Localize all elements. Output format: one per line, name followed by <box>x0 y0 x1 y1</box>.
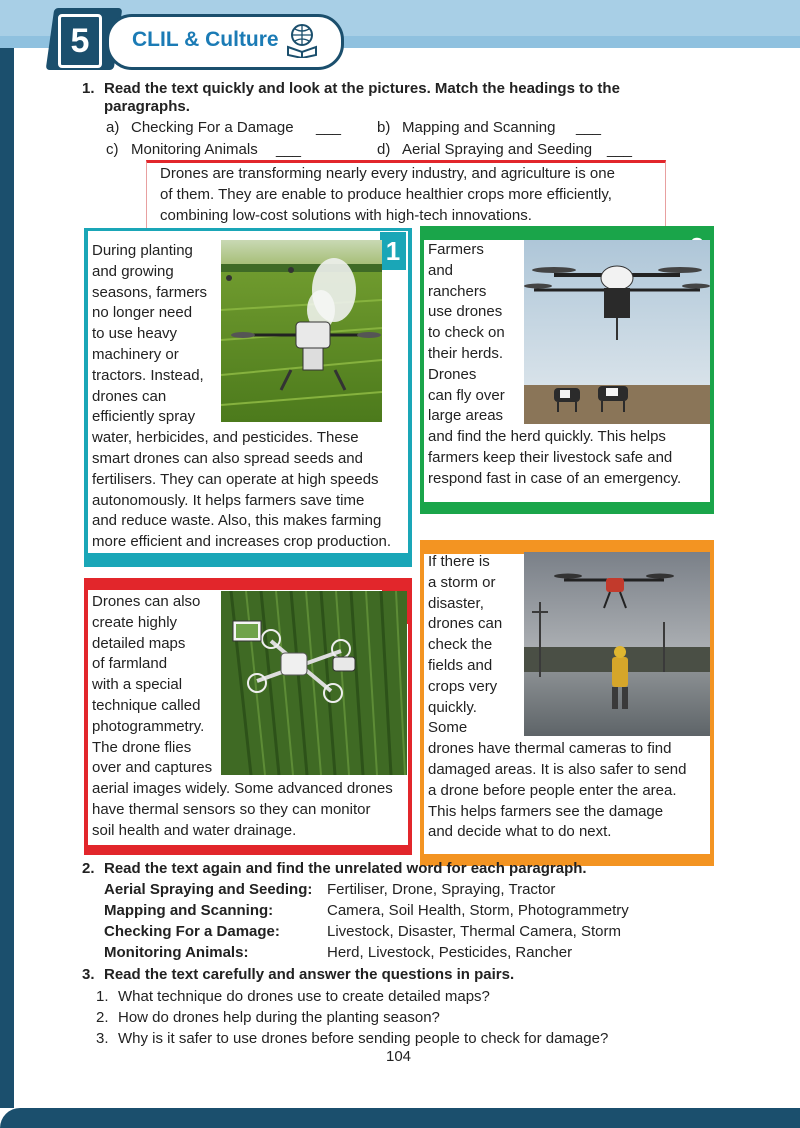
p2-line: large areas <box>428 407 504 425</box>
option-a-letter: a) <box>106 119 120 136</box>
p3-line: detailed maps <box>92 634 186 652</box>
q2-instruction: Read the text again and find the unrelated word for each paragraph. <box>104 860 587 877</box>
q1-number: 1. <box>82 80 95 97</box>
p4-line: Some <box>428 719 468 737</box>
p3-line: with a special <box>92 676 183 694</box>
p4-line: fields and <box>428 656 493 674</box>
p2-line: to check on <box>428 324 505 342</box>
section-title: CLIL & Culture <box>132 28 279 51</box>
paragraph-number-1: 1 <box>380 232 406 270</box>
unit-number: 5 <box>58 14 102 68</box>
option-b-blank[interactable]: ___ <box>576 119 602 136</box>
option-a-blank[interactable]: ___ <box>316 119 342 136</box>
option-b-letter: b) <box>377 119 391 136</box>
p2-line: Farmers <box>428 241 484 258</box>
q3-item-number: 3. <box>96 1030 109 1047</box>
q3-instruction: Read the text carefully and answer the questions in pairs. <box>104 966 515 983</box>
p2-line: ranchers <box>428 282 487 300</box>
option-c-blank[interactable]: ___ <box>276 141 302 158</box>
p4-line: a drone before people enter the area. <box>428 781 677 799</box>
option-c-letter: c) <box>106 141 119 158</box>
p1-line: drones can <box>92 387 167 405</box>
p3-line: have thermal sensors so they can monitor <box>92 800 371 818</box>
p4-line: drones can <box>428 615 503 633</box>
left-bar <box>0 48 14 1108</box>
option-d-letter: d) <box>377 141 391 158</box>
p3-line: create highly <box>92 613 178 631</box>
option-d-blank[interactable]: ___ <box>607 141 633 158</box>
q3-item-number: 2. <box>96 1009 109 1026</box>
p1-line: machinery or <box>92 345 179 363</box>
p4-line: drones have thermal cameras to find <box>428 740 672 758</box>
p1-line: and reduce waste. Also, this makes farming <box>92 512 382 530</box>
p1-line: water, herbicides, and pesticides. These <box>92 429 359 447</box>
p4-line: disaster, <box>428 594 484 612</box>
p1-line: During planting <box>92 242 193 259</box>
q3-item-text: How do drones help during the planting season? <box>118 1009 440 1026</box>
paragraph-4-text <box>428 552 686 843</box>
p4-line: This helps farmers see the damage <box>428 802 664 820</box>
q2-row-label: Aerial Spraying and Seeding: <box>104 881 313 898</box>
q2-row-label: Checking For a Damage: <box>104 923 280 940</box>
p1-line: seasons, farmers <box>92 283 208 301</box>
p3-line: The drone flies <box>92 738 192 756</box>
intro-line-1: Drones are transforming nearly every industry, and agriculture is one <box>160 165 615 182</box>
p2-line: and <box>428 261 454 279</box>
p1-line: smart drones can also spread seeds and <box>92 449 363 467</box>
q2-row-words: Camera, Soil Health, Storm, Photogrammetry <box>327 902 629 919</box>
paragraph-2-text <box>428 240 681 490</box>
p3-line: technique called <box>92 696 201 714</box>
p2-line: use drones <box>428 303 503 321</box>
q3-item-text: Why is it safer to use drones before sending people to check for damage? <box>118 1030 609 1047</box>
option-c-text: Monitoring Animals <box>131 141 258 158</box>
q2-number: 2. <box>82 860 95 877</box>
p1-line: more efficient and increases crop production. <box>92 533 392 551</box>
q2-row-words: Fertiliser, Drone, Spraying, Tractor <box>327 881 556 898</box>
p1-line: no longer need <box>92 304 193 322</box>
p3-line: Drones can also <box>92 593 201 610</box>
intro-line-3: combining low-cost solutions with high-tech innovations. <box>160 207 532 224</box>
p3-line: soil health and water drainage. <box>92 821 297 839</box>
p2-line: respond fast in case of an emergency. <box>428 469 682 487</box>
q2-row-words: Livestock, Disaster, Thermal Camera, Storm <box>327 923 621 940</box>
q2-row-label: Mapping and Scanning: <box>104 902 274 919</box>
p4-line: a storm or <box>428 573 496 591</box>
p1-line: efficiently spray <box>92 408 196 426</box>
p2-line: Drones <box>428 365 477 383</box>
p2-line: and find the herd quickly. This helps <box>428 428 666 446</box>
intro-line-2: of them. They are enable to produce healthier crops more efficiently, <box>160 186 612 203</box>
p1-line: to use heavy <box>92 325 178 343</box>
p3-line: photogrammetry. <box>92 717 205 735</box>
page-number: 104 <box>386 1048 412 1065</box>
q3-item-text: What technique do drones use to create detailed maps? <box>118 988 490 1005</box>
p4-line: and decide what to do next. <box>428 823 612 841</box>
q2-row-label: Monitoring Animals: <box>104 944 249 961</box>
paragraph-3-text <box>92 592 393 842</box>
p1-line: fertilisers. They can operate at high speeds <box>92 470 379 488</box>
option-d-text: Aerial Spraying and Seeding <box>402 141 593 158</box>
p4-line: check the <box>428 636 493 654</box>
q3-item-number: 1. <box>96 988 109 1005</box>
q3-number: 3. <box>82 966 95 983</box>
p4-line: quickly. <box>428 698 477 716</box>
p4-line: crops very <box>428 677 498 695</box>
p4-line: damaged areas. It is also safer to send <box>428 760 687 778</box>
option-b-text: Mapping and Scanning <box>402 119 556 136</box>
p1-line: tractors. Instead, <box>92 366 204 384</box>
p2-line: their herds. <box>428 344 504 362</box>
bottom-bar <box>0 1108 800 1128</box>
p3-line: of farmland <box>92 655 168 673</box>
reading-globe-icon <box>284 22 320 58</box>
p2-line: can fly over <box>428 386 505 404</box>
p1-line: and growing <box>92 262 174 280</box>
p4-line: If there is <box>428 553 490 570</box>
option-a-text: Checking For a Damage <box>131 119 294 136</box>
p3-line: aerial images widely. Some advanced drones <box>92 780 393 798</box>
p3-line: over and captures <box>92 759 213 777</box>
q2-row-words: Herd, Livestock, Pesticides, Rancher <box>327 944 573 961</box>
q1-instruction: Read the text quickly and look at the pictures. Match the headings to the <box>104 80 620 97</box>
paragraph-1-text <box>92 241 391 553</box>
q1-instruction-cont: paragraphs. <box>104 98 190 115</box>
p2-line: farmers keep their livestock safe and <box>428 448 673 466</box>
p1-line: autonomously. It helps farmers save time <box>92 491 365 509</box>
